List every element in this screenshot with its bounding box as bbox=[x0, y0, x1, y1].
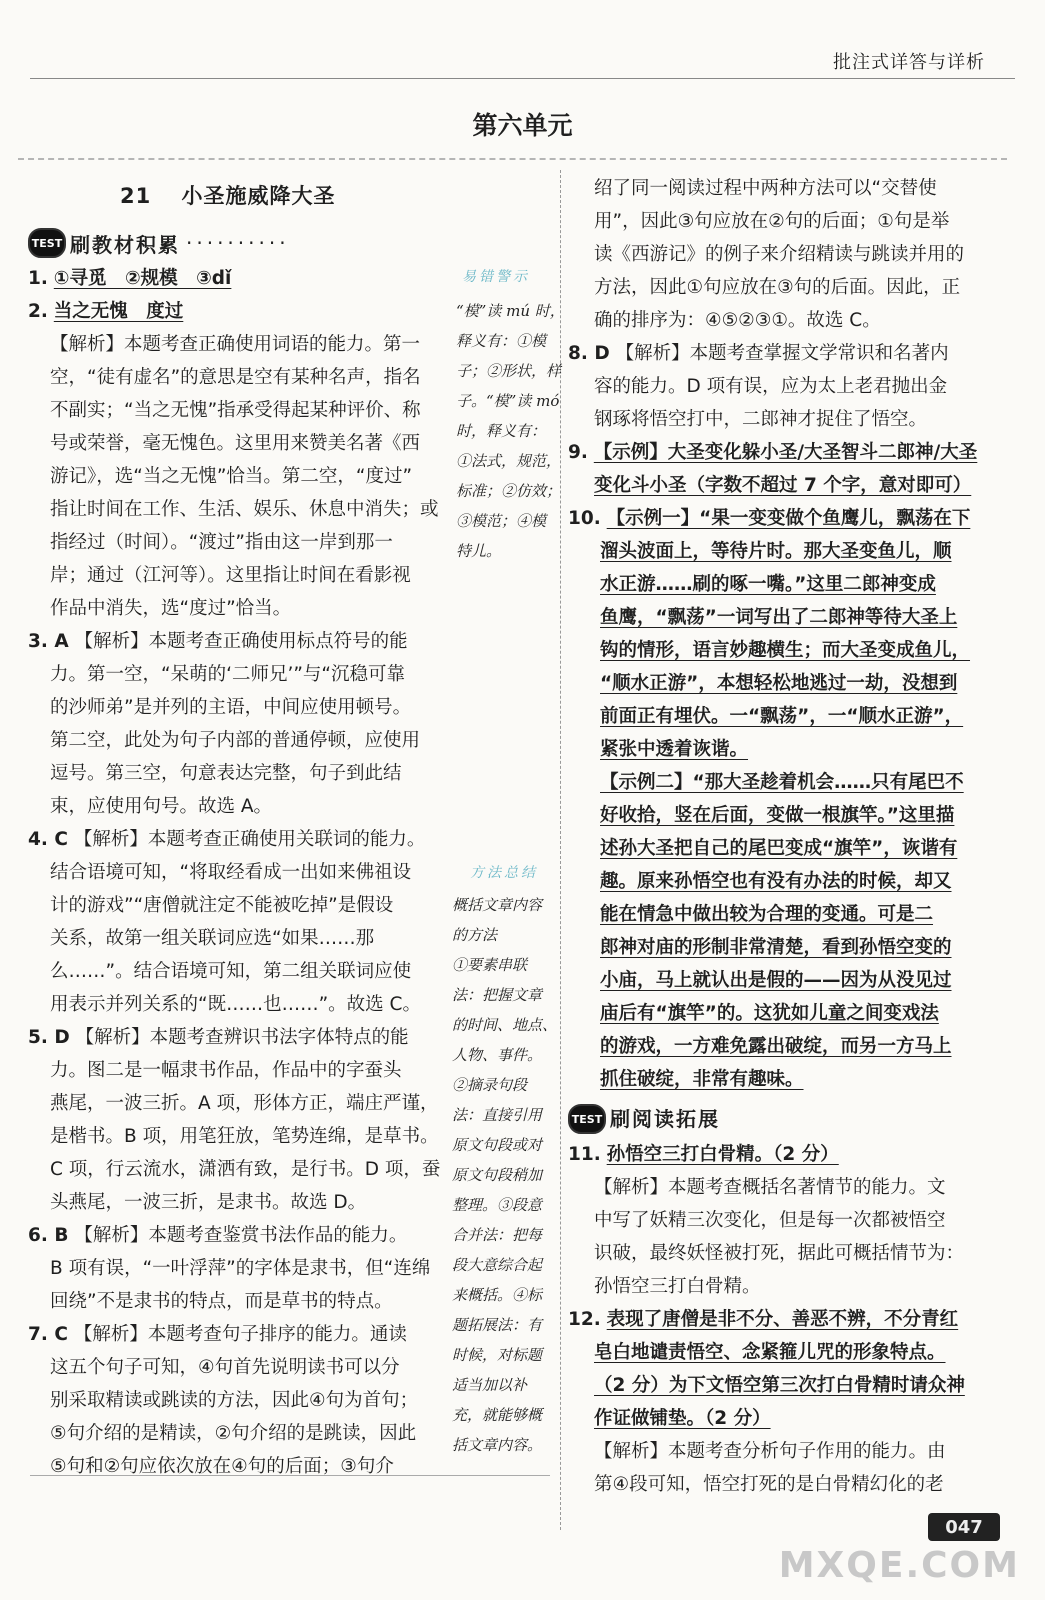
text-line: 指让时间在工作、生活、娱乐、休息中消失；或 bbox=[50, 499, 439, 520]
q2-answer: 当之无愧 度过 bbox=[53, 301, 184, 322]
q1-answer: ①寻觅 ②规模 ③dǐ bbox=[53, 268, 232, 289]
text-line: 【解析】本题考查概括名著情节的能力。文 bbox=[594, 1177, 946, 1198]
text-line: 皂白地谴责悟空、念紧箍儿咒的形象特点。 bbox=[594, 1342, 946, 1363]
text-line: 力。图二是一幅隶书作品，作品中的字蚕头 bbox=[50, 1060, 402, 1081]
text-line: ⑤句介绍的是精读，②句介绍的是跳读，因此 bbox=[50, 1423, 417, 1444]
question-11 bbox=[568, 1138, 993, 1171]
text-line: 【解析】本题考查正确使用词语的能力。第一 bbox=[50, 334, 421, 355]
q8-number: 8. D bbox=[568, 343, 610, 364]
text-line: 回绕”不是隶书的特点，而是草书的特点。 bbox=[50, 1291, 393, 1312]
note-line: 时，释义有： bbox=[456, 422, 547, 440]
text-line: 抓住破绽，非常有趣味。 bbox=[600, 1069, 804, 1090]
question-7 bbox=[28, 1318, 443, 1351]
text-line: 郎神对庙的形制非常清楚，看到孙悟空变的 bbox=[600, 937, 952, 958]
text-line: 空，“徒有虚名”的意思是空有某种名声，指名 bbox=[50, 367, 421, 388]
text-line: 【解析】本题考查鉴赏书法作品的能力。 bbox=[74, 1225, 408, 1246]
text-line: ⑤句和②句应依次放在④句的后面；③句介 bbox=[50, 1456, 394, 1477]
note-line: ③模范；④模 bbox=[456, 512, 547, 530]
question-2 bbox=[28, 295, 443, 328]
q7-number: 7. C bbox=[28, 1324, 68, 1345]
text-line: 是楷书。B 项，用笔狂放，笔势连绵，是草书。 bbox=[50, 1126, 439, 1147]
question-6 bbox=[28, 1219, 443, 1252]
text-line: 容的能力。D 项有误，应为太上老君抛出金 bbox=[594, 376, 948, 397]
dotted-leader: ·········· bbox=[186, 231, 290, 255]
page-number: 047 bbox=[928, 1513, 1000, 1541]
text-line: 【解析】本题考查辨识书法字体特点的能 bbox=[75, 1027, 409, 1048]
text-line: 第④段可知，悟空打死的是白骨精幻化的老 bbox=[594, 1474, 944, 1495]
text-line: 【解析】本题考查分析句子作用的能力。由 bbox=[594, 1441, 946, 1462]
text-line: 溜头波面上，等待片时。那大圣变鱼儿，顺 bbox=[600, 541, 952, 562]
note-line: 段大意综合起 bbox=[452, 1256, 543, 1274]
text-line: 游记》，选“当之无愧”恰当。第二空，“度过” bbox=[50, 466, 413, 487]
text-line: 【示例二】“那大圣趁着机会……只有尾巴不 bbox=[600, 772, 964, 793]
text-line: 关系，故第一组关联词应选“如果……那 bbox=[50, 928, 375, 949]
note-line: 释义有：①模 bbox=[456, 332, 547, 350]
lesson-number: 21 bbox=[120, 184, 152, 208]
note-line: 原文句段或对 bbox=[452, 1136, 543, 1154]
q8-analysis bbox=[568, 370, 993, 436]
text-line: 头燕尾，一波三折，是隶书。故选 D。 bbox=[50, 1192, 367, 1213]
q2-analysis bbox=[28, 328, 443, 625]
text-line: 结合语境可知，“将取经看成一出如来佛祖设 bbox=[50, 862, 412, 883]
q11-answer: 孙悟空三打白骨精。（2 分） bbox=[606, 1144, 839, 1165]
text-line: 的游戏，一方难免露出破绽，而另一方马上 bbox=[600, 1036, 952, 1057]
note-line: 充，就能够概 bbox=[452, 1406, 543, 1424]
text-line: 能在情急中做出较为合理的变通。可是二 bbox=[600, 904, 934, 925]
text-line: 号或荣誉，毫无愧色。这里用来赞美名著《西 bbox=[50, 433, 421, 454]
note-line: 法：把握文章 bbox=[452, 986, 543, 1004]
text-line: 作证做铺垫。（2 分） bbox=[594, 1408, 771, 1429]
text-line: 束，应使用句号。故选 A。 bbox=[50, 796, 273, 817]
text-line: 用表示并列关系的“既……也……”。故选 C。 bbox=[50, 994, 421, 1015]
question-8 bbox=[568, 337, 993, 370]
question-3 bbox=[28, 625, 443, 658]
text-line: 变化斗小圣（字数不超过 7 个字，意对即可） bbox=[594, 475, 972, 496]
note-line: 概括文章内容 bbox=[452, 896, 543, 914]
question-9 bbox=[568, 436, 993, 469]
q2-number: 2. bbox=[28, 301, 48, 322]
unit-title: 第六单元 bbox=[472, 111, 573, 140]
side-note-heading-2: 方法总结 bbox=[470, 865, 538, 881]
note-line: ①法式，规范， bbox=[456, 452, 562, 470]
question-1 bbox=[28, 262, 443, 295]
text-line: 孙悟空三打白骨精。 bbox=[594, 1276, 761, 1297]
text-line: 岸；通过（江河等）。这里指让时间在看影视 bbox=[50, 565, 411, 586]
text-line: 【解析】本题考查掌握文学常识和名著内 bbox=[615, 343, 949, 364]
note-line: 标准；②仿效； bbox=[456, 482, 562, 500]
text-line: 绍了同一阅读过程中两种方法可以“交替使 bbox=[594, 178, 937, 199]
text-line: 小庙，马上就认出是假的——因为从没见过 bbox=[600, 970, 952, 991]
side-note-heading-1: 易错警示 bbox=[462, 269, 530, 285]
text-line: 水正游……刷的啄一嘴。”这里二郎神变成 bbox=[600, 574, 936, 595]
text-line: 这五个句子可知，④句首先说明读书可以分 bbox=[50, 1357, 400, 1378]
side-note-1 bbox=[456, 296, 565, 566]
q5-number: 5. D bbox=[28, 1027, 70, 1048]
q3-number: 3. A bbox=[28, 631, 69, 652]
text-line: 燕尾，一波三折。A 项，形体方正，端庄严谨， bbox=[50, 1093, 439, 1114]
note-line: 的方法 bbox=[452, 926, 498, 944]
text-line: 确的排序为：④⑤②③①。故选 C。 bbox=[594, 310, 881, 331]
q11-number: 11. bbox=[568, 1144, 601, 1165]
text-line: 前面正有埋伏。一“飘荡”，一“顺水正游”， bbox=[600, 706, 964, 727]
q6-analysis bbox=[28, 1252, 443, 1318]
text-line: 【示例一】“果一变变做个鱼鹰儿，飘荡在下 bbox=[606, 508, 971, 529]
q12-answer bbox=[568, 1336, 993, 1501]
note-line: ①要素串联 bbox=[452, 956, 528, 974]
text-line: 【示例】大圣变化躲小圣/大圣智斗二郎神/大圣 bbox=[593, 442, 978, 463]
note-line: 题拓展法：有 bbox=[452, 1316, 543, 1334]
q7-analysis bbox=[28, 1351, 443, 1483]
header-rule bbox=[30, 78, 1015, 79]
question-5 bbox=[28, 1021, 443, 1054]
note-line: 特儿。 bbox=[456, 542, 502, 560]
text-line: 的沙师弟”是并列的主语，中间应使用顿号。 bbox=[50, 697, 412, 718]
text-line: 钩的情形，语言妙趣横生；而大圣变成鱼儿， bbox=[600, 640, 971, 661]
q7-continuation bbox=[568, 172, 993, 337]
note-line: “模”读 mú 时， bbox=[456, 302, 565, 320]
test-badge-icon: TEST bbox=[28, 228, 66, 258]
text-line: （2 分）为下文悟空第三次打白骨精时请众神 bbox=[594, 1375, 965, 1396]
text-line: 不副实；“当之无愧”指承受得起某种评价、称 bbox=[50, 400, 421, 421]
q9-answer bbox=[568, 469, 993, 502]
text-line: 方法，因此①句应放在③句的后面。因此，正 bbox=[594, 277, 961, 298]
text-line: 好收拾，竖在后面，变做一根旗竿。”这里描 bbox=[600, 805, 955, 826]
text-line: 指经过（时间）。“渡过”指由这一岸到那一 bbox=[50, 532, 393, 553]
note-line: ②摘录句段 bbox=[452, 1076, 528, 1094]
text-line: 作品中消失，选“度过”恰当。 bbox=[50, 598, 292, 619]
text-line: “顺水正游”，本想轻松地逃过一劫，没想到 bbox=[600, 673, 958, 694]
question-4 bbox=[28, 823, 443, 856]
text-line: B 项有误，“一叶浮萍”的字体是隶书，但“连绵 bbox=[50, 1258, 431, 1279]
test-badge-icon: TEST bbox=[568, 1104, 606, 1134]
section-banner-textbook bbox=[28, 228, 290, 258]
lesson-name: 小圣施威降大圣 bbox=[181, 184, 336, 208]
text-line: 鱼鹰，“飘荡”一词写出了二郎神等待大圣上 bbox=[600, 607, 958, 628]
note-line: 的时间、地点、 bbox=[452, 1016, 558, 1034]
q5-analysis bbox=[28, 1054, 443, 1219]
q10-number: 10. bbox=[568, 508, 601, 529]
note-line: 法：直接引用 bbox=[452, 1106, 543, 1124]
text-line: 读《西游记》的例子来介绍精读与跳读并用的 bbox=[594, 244, 965, 265]
note-line: 合并法：把每 bbox=[452, 1226, 543, 1244]
section-banner-reading bbox=[568, 1100, 993, 1138]
note-line: 整理。③段意 bbox=[452, 1196, 543, 1214]
question-10 bbox=[568, 502, 993, 535]
text-line: C 项，行云流水，潇洒有致，是行书。D 项，蚕 bbox=[50, 1159, 441, 1180]
text-line: 述孙大圣把自己的尾巴变成“旗竿”，诙谐有 bbox=[600, 838, 958, 859]
section-title: 刷阅读拓展 bbox=[610, 1106, 720, 1131]
note-line: 子；②形状，样 bbox=[456, 362, 562, 380]
text-line: 用”，因此③句应放在②句的后面；①句是举 bbox=[594, 211, 950, 232]
note-line: 人物、事件。 bbox=[452, 1046, 543, 1064]
question-12 bbox=[568, 1303, 993, 1336]
side-note-2 bbox=[452, 890, 557, 1460]
q10-answer bbox=[568, 535, 993, 1096]
note-line: 来概括。④标 bbox=[452, 1286, 543, 1304]
bottom-rule bbox=[30, 1475, 550, 1476]
text-line: 逗号。第三空，句意表达完整，句子到此结 bbox=[50, 763, 402, 784]
section-title: 刷教材积累 bbox=[70, 232, 180, 257]
text-line: 表现了唐僧是非不分、善恶不辨，不分青红 bbox=[606, 1309, 959, 1330]
text-line: 【解析】本题考查正确使用关联词的能力。 bbox=[73, 829, 426, 850]
q9-number: 9. bbox=[568, 442, 588, 463]
left-column bbox=[28, 262, 443, 1483]
text-line: 别采取精读或跳读的方法，因此④句为首句； bbox=[50, 1390, 419, 1411]
text-line: 庙后有“旗竿”的。这犹如儿童之间变戏法 bbox=[600, 1003, 939, 1024]
text-line: 第二空，此处为句子内部的普通停顿，应使用 bbox=[50, 730, 421, 751]
text-line: 钢琢将悟空打中，二郎神才捉住了悟空。 bbox=[594, 409, 928, 430]
text-line: 【解析】本题考查正确使用标点符号的能 bbox=[74, 631, 408, 652]
text-line: 么……”。结合语境可知，第二组关联词应使 bbox=[50, 961, 412, 982]
note-line: 时候，对标题 bbox=[452, 1346, 543, 1364]
text-line: 紧张中透着诙谐。 bbox=[600, 739, 749, 760]
q11-analysis bbox=[568, 1171, 993, 1303]
text-line: 【解析】本题考查句子排序的能力。通读 bbox=[73, 1324, 407, 1345]
note-line: 原文句段稍加 bbox=[452, 1166, 543, 1184]
text-line: 计的游戏”“唐僧就注定不能被吃掉”是假设 bbox=[50, 895, 394, 916]
note-line: 括文章内容。 bbox=[452, 1436, 543, 1454]
text-line: 力。第一空，“呆萌的‘二师兄’”与“沉稳可靠 bbox=[50, 664, 406, 685]
text-line: 趣。原来孙悟空也有没有办法的时候，却又 bbox=[600, 871, 952, 892]
right-column bbox=[568, 172, 993, 1501]
lesson-title bbox=[120, 180, 336, 210]
q4-analysis bbox=[28, 856, 443, 1021]
q4-number: 4. C bbox=[28, 829, 68, 850]
running-header: 批注式详答与详析 bbox=[833, 52, 985, 73]
text-line: 识破，最终妖怪被打死，据此可概括情节为： bbox=[594, 1243, 965, 1264]
q1-number: 1. bbox=[28, 268, 48, 289]
q3-analysis bbox=[28, 658, 443, 823]
q12-number: 12. bbox=[568, 1309, 601, 1330]
dashed-divider bbox=[18, 158, 1007, 160]
q6-number: 6. B bbox=[28, 1225, 69, 1246]
note-line: 适当加以补 bbox=[452, 1376, 528, 1394]
text-line: 中写了妖精三次变化，但是每一次都被悟空 bbox=[594, 1210, 946, 1231]
watermark: MXQE.COM bbox=[778, 1545, 1020, 1586]
note-line: 子。“模”读 mó bbox=[456, 392, 560, 410]
